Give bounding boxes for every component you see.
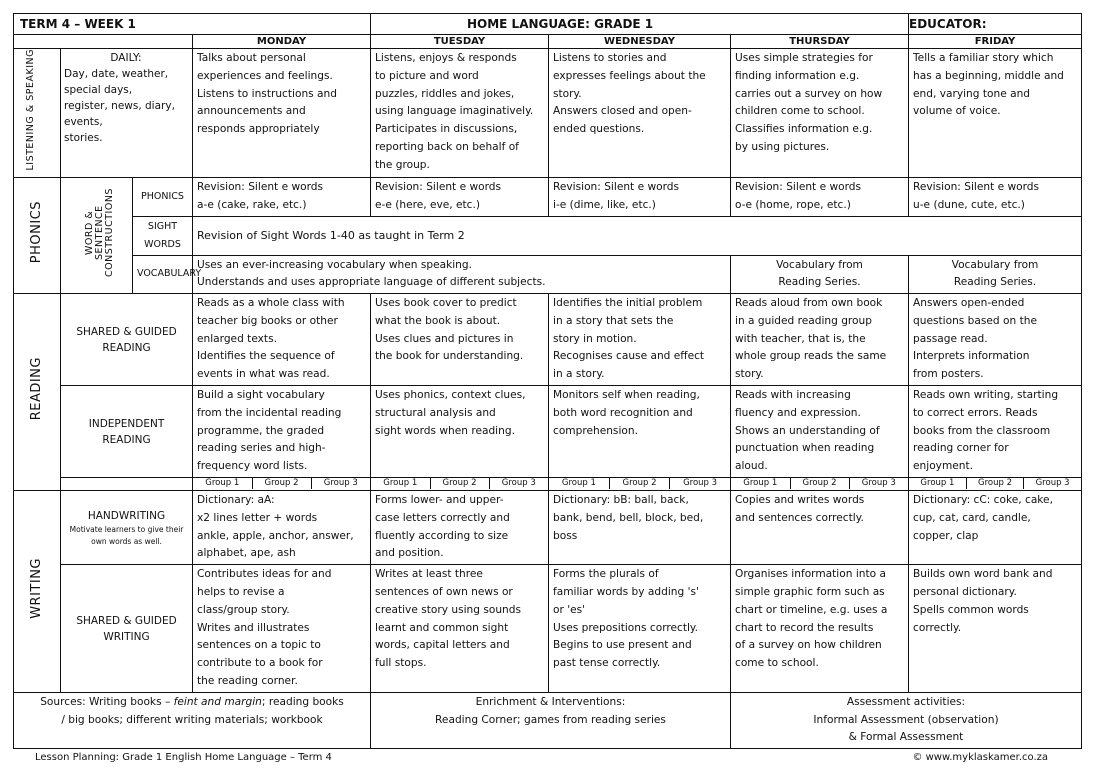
reading-independent-thursday: Reads with increasing fluency and expression. Shows an understanding of punctuation when reading aloud. <box>731 386 909 478</box>
handwriting-wednesday: Dictionary: bB: ball, back, bank, bend, bell, block, bed, boss <box>549 491 731 565</box>
reading-independent-friday: Reads own writing, starting to correct errors. Reads books from the classroom reading corner for enjoyment. <box>909 386 1082 478</box>
handwriting-friday: Dictionary: cC: coke, cake, cup, cat, card, candle, copper, clap <box>909 491 1082 565</box>
assessment-line2: Informal Assessment (observation) <box>813 713 999 726</box>
reading-shared-friday: Answers open-ended questions based on the passage read. Interprets information from posters. <box>909 294 1082 386</box>
day-tuesday: TUESDAY <box>371 35 549 49</box>
day-wednesday: WEDNESDAY <box>549 35 731 49</box>
writing-shared-tuesday: Writes at least three sentences of own news or creative story using sounds learnt and common sight words, capital letters and full stops. <box>371 565 549 693</box>
section-reading: READING <box>14 294 61 491</box>
word-sentence-constructions: WORD & SENTENCE CONSTRUCTIONS <box>61 178 133 294</box>
listening-friday: Tells a familiar story which has a beginning, middle and end, varying tone and volume of voice. <box>909 49 1082 178</box>
phonics-tuesday: Revision: Silent e words e-e (here, eve, etc.) <box>371 178 549 217</box>
independent-reading-label: INDEPENDENT READING <box>61 386 193 478</box>
listening-tuesday: Listens, enjoys & responds to picture and word puzzles, riddles and jokes, using language imaginatively. Participates in discussions, reporting back on behalf of the group. <box>371 49 549 178</box>
phonics-wednesday: Revision: Silent e words i-e (dime, like, etc.) <box>549 178 731 217</box>
handwriting-thursday: Copies and writes words and sentences correctly. <box>731 491 909 565</box>
section-writing: WRITING <box>14 491 61 693</box>
reading-independent-wednesday: Monitors self when reading, both word recognition and comprehension. <box>549 386 731 478</box>
handwriting-tuesday: Forms lower- and upper- case letters correctly and fluently according to size and position. <box>371 491 549 565</box>
daily-title: DAILY: <box>110 52 142 64</box>
daily-line: register, news, diary, <box>64 100 175 112</box>
sight-words-label: SIGHT WORDS <box>133 216 193 255</box>
day-friday: FRIDAY <box>909 35 1082 49</box>
groups-tuesday <box>371 478 549 491</box>
handwriting-label-cell <box>61 491 193 565</box>
group-label: Group 3 <box>849 478 908 489</box>
sources-line2: / big books; different writing materials; workbook <box>61 713 323 726</box>
reading-shared-monday: Reads as a whole class with teacher big books or other enlarged texts. Identifies the sequence of events in what was read. <box>193 294 371 386</box>
phonics-friday: Revision: Silent e words u-e (dune, cute, etc.) <box>909 178 1082 217</box>
day-thursday: THURSDAY <box>731 35 909 49</box>
subject-title: HOME LANGUAGE: GRADE 1 <box>371 14 909 35</box>
footer-left: Lesson Planning: Grade 1 English Home Language – Term 4 <box>35 752 332 763</box>
group-label: Group 3 <box>670 478 730 489</box>
phonics-thursday: Revision: Silent e words o-e (home, rope, etc.) <box>731 178 909 217</box>
groups-wednesday <box>549 478 731 491</box>
daily-line: events, <box>64 116 103 128</box>
vocabulary-label: VOCABULARY <box>133 255 193 294</box>
handwriting-monday: Dictionary: aA: x2 lines letter + words ankle, apple, anchor, answer, alphabet, ape, ash <box>193 491 371 565</box>
phonics-label: PHONICS <box>133 178 193 217</box>
term-week-title: TERM 4 – WEEK 1 <box>14 14 371 35</box>
writing-shared-friday: Builds own word bank and personal dictionary. Spells common words correctly. <box>909 565 1082 693</box>
daily-routine <box>61 49 193 178</box>
enrichment-title: Enrichment & Interventions: <box>475 695 626 708</box>
listening-thursday: Uses simple strategies for finding information e.g. carries out a survey on how children come to school. Classifies information e.g. by using pictures. <box>731 49 909 178</box>
reading-independent-tuesday: Uses phonics, context clues, structural analysis and sight words when reading. <box>371 386 549 478</box>
group-label: Group 2 <box>252 478 311 489</box>
daily-line: special days, <box>64 84 133 96</box>
reading-shared-tuesday: Uses book cover to predict what the book is about. Uses clues and pictures in the book for understanding. <box>371 294 549 386</box>
enrichment-text: Reading Corner; games from reading series <box>435 713 666 726</box>
group-label: Group 1 <box>193 478 252 489</box>
writing-shared-monday: Contributes ideas for and helps to revise a class/group story. Writes and illustrates sentences on a topic to contribute to a book for the reading corner. <box>193 565 371 693</box>
phonics-monday: Revision: Silent e words a-e (cake, rake, etc.) <box>193 178 371 217</box>
handwriting-label: HANDWRITING <box>87 509 166 522</box>
assessment-title: Assessment activities: <box>846 695 966 708</box>
groups-thursday <box>731 478 909 491</box>
shared-guided-reading-label: SHARED & GUIDED READING <box>61 294 193 386</box>
groups-friday <box>909 478 1082 491</box>
group-label: Group 3 <box>311 478 370 489</box>
section-phonics: PHONICS <box>14 178 61 294</box>
lesson-plan-table <box>13 13 1082 749</box>
writing-shared-wednesday: Forms the plurals of familiar words by adding 's' or 'es' Uses prepositions correctly. Begins to use present and past tense correctly. <box>549 565 731 693</box>
footer-copyright: © www.myklaskamer.co.za <box>912 752 1048 763</box>
group-label: Group 3 <box>489 478 548 489</box>
educator-label: EDUCATOR: <box>909 14 1082 35</box>
listening-wednesday: Listens to stories and expresses feelings about the story. Answers closed and open- ended questions. <box>549 49 731 178</box>
group-label: Group 2 <box>966 478 1023 489</box>
assessment-cell <box>731 692 1082 748</box>
group-label: Group 1 <box>549 478 609 489</box>
group-label: Group 2 <box>790 478 849 489</box>
sources-cell <box>14 692 371 748</box>
listening-monday: Talks about personal experiences and feelings. Listens to instructions and announcements and responds appropriately <box>193 49 371 178</box>
group-label: Group 1 <box>371 478 430 489</box>
corner-blank <box>14 35 193 49</box>
shared-guided-writing-label: SHARED & GUIDED WRITING <box>61 565 193 693</box>
group-label: Group 1 <box>731 478 790 489</box>
reading-shared-wednesday: Identifies the initial problem in a story that sets the story in motion. Recognises cause and effect in a story. <box>549 294 731 386</box>
vocabulary-thursday: Vocabulary from Reading Series. <box>731 255 909 294</box>
daily-line: Day, date, weather, <box>64 68 169 80</box>
sources-line1: Sources: Writing books – feint and margin; reading books <box>40 695 344 708</box>
group-label: Group 2 <box>609 478 669 489</box>
day-monday: MONDAY <box>193 35 371 49</box>
vocabulary-mon-wed: Uses an ever-increasing vocabulary when speaking. Understands and uses appropriate language of different subjects. <box>193 255 731 294</box>
reading-independent-monday: Build a sight vocabulary from the incidental reading programme, the graded reading series and high- frequency word lists. <box>193 386 371 478</box>
daily-line: stories. <box>64 132 103 144</box>
enrichment-cell <box>371 692 731 748</box>
groups-monday <box>193 478 371 491</box>
handwriting-note: Motivate learners to give their own words as well. <box>69 524 184 546</box>
reading-shared-thursday: Reads aloud from own book in a guided reading group with teacher, that is, the whole group reads the same story. <box>731 294 909 386</box>
writing-shared-thursday: Organises information into a simple graphic form such as chart or timeline, e.g. uses a chart to record the results of a survey on how children come to school. <box>731 565 909 693</box>
section-listening-speaking: LISTENING & SPEAKING <box>14 49 61 178</box>
group-label: Group 2 <box>430 478 489 489</box>
sight-words-text: Revision of Sight Words 1-40 as taught in Term 2 <box>193 216 1082 255</box>
assessment-line3: & Formal Assessment <box>848 731 964 744</box>
vocabulary-friday: Vocabulary from Reading Series. <box>909 255 1082 294</box>
group-label: Group 1 <box>909 478 966 489</box>
group-label: Group 3 <box>1024 478 1081 489</box>
groups-blank <box>61 478 193 491</box>
